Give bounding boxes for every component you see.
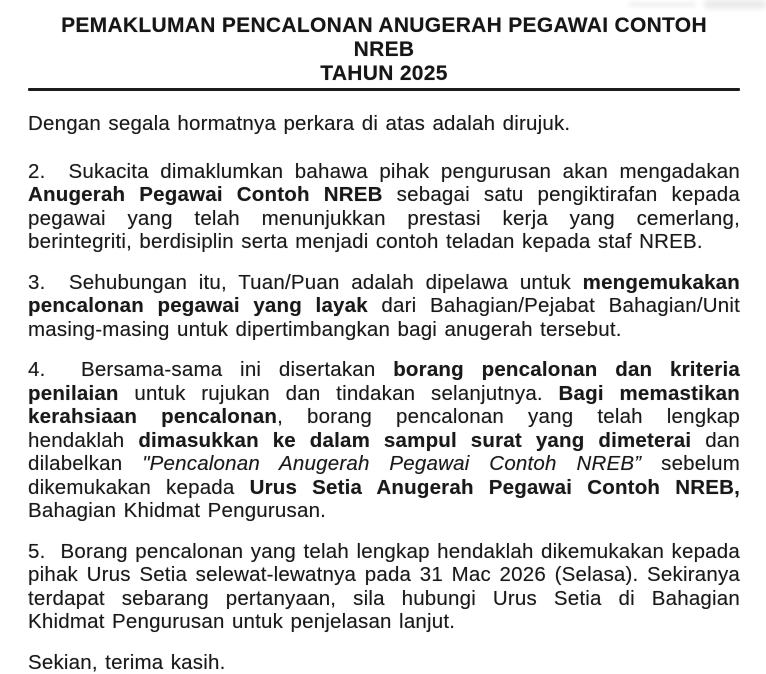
text-run: untuk rujukan dan tindakan selanjutnya.: [119, 382, 559, 405]
text-run: sebelum dikemukakan kepada: [28, 452, 740, 499]
text-run: 2. Sukacita dimaklumkan bahawa pihak pengurusan akan mengadakan: [28, 160, 740, 183]
salutation-line: Dengan segala hormatnya perkara di atas adalah dirujuk.: [28, 112, 740, 136]
memo-body: [28, 112, 740, 674]
memo-title-line2: TAHUN 2025: [28, 62, 740, 86]
scan-artifact: [628, 2, 696, 7]
text-run: 3. Sehubungan itu, Tuan/Puan adalah dipelawa untuk: [28, 271, 583, 294]
memo-title: [28, 14, 740, 86]
bold-run: dimasukkan ke dalam sampul surat yang dimeterai: [138, 429, 691, 452]
scan-artifact: [704, 0, 766, 9]
paragraph-2: [28, 160, 740, 254]
text-run: Bahagian Khidmat Pengurusan.: [28, 499, 326, 522]
text-run: sebagai satu pengiktirafan kepada pegawai yang telah menunjukkan prestasi kerja yang cemerlang, berintegriti, berdisiplin serta menjadi contoh teladan kepada staf NREB.: [28, 183, 740, 253]
text-run: dari Bahagian/Pejabat Bahagian/Unit masing-masing untuk dipertimbangkan bagi anugerah tersebut.: [28, 294, 740, 341]
bold-run: Urus Setia Anugerah Pegawai Contoh NREB,: [250, 476, 740, 499]
bold-run: mengemukakan pencalonan pegawai yang layak: [28, 271, 740, 318]
paragraph-5: 5. Borang pencalonan yang telah lengkap hendaklah dikemukakan kepada pihak Urus Setia selewat-lewatnya pada 31 Mac 2026 (Selasa). Sekiranya terdapat sebarang pertanyaan, sila hubungi Urus Setia di Bahagian Khidmat Pengurusan untuk penjelasan lanjut.: [28, 540, 740, 634]
paragraph-3: [28, 271, 740, 342]
italic-quoted-run: "Pencalonan Anugerah Pegawai Contoh NREB”: [142, 452, 641, 475]
bold-run: Anugerah Pegawai Contoh NREB: [28, 183, 383, 206]
text-run: 4. Bersama-sama ini disertakan: [28, 358, 393, 381]
bold-run: borang pencalonan dan kriteria penilaian: [28, 358, 740, 405]
paragraph-4: [28, 358, 740, 523]
bold-run: Bagi memastikan kerahsiaan pencalonan: [28, 382, 740, 429]
text-run: dan dilabelkan: [28, 429, 740, 476]
closing-line: Sekian, terima kasih.: [28, 651, 740, 674]
memo-title-line1: PEMAKLUMAN PENCALONAN ANUGERAH PEGAWAI CONTOH NREB: [28, 14, 740, 62]
text-run: , borang pencalonan yang telah lengkap hendaklah: [28, 405, 740, 452]
title-underline: [28, 88, 740, 91]
